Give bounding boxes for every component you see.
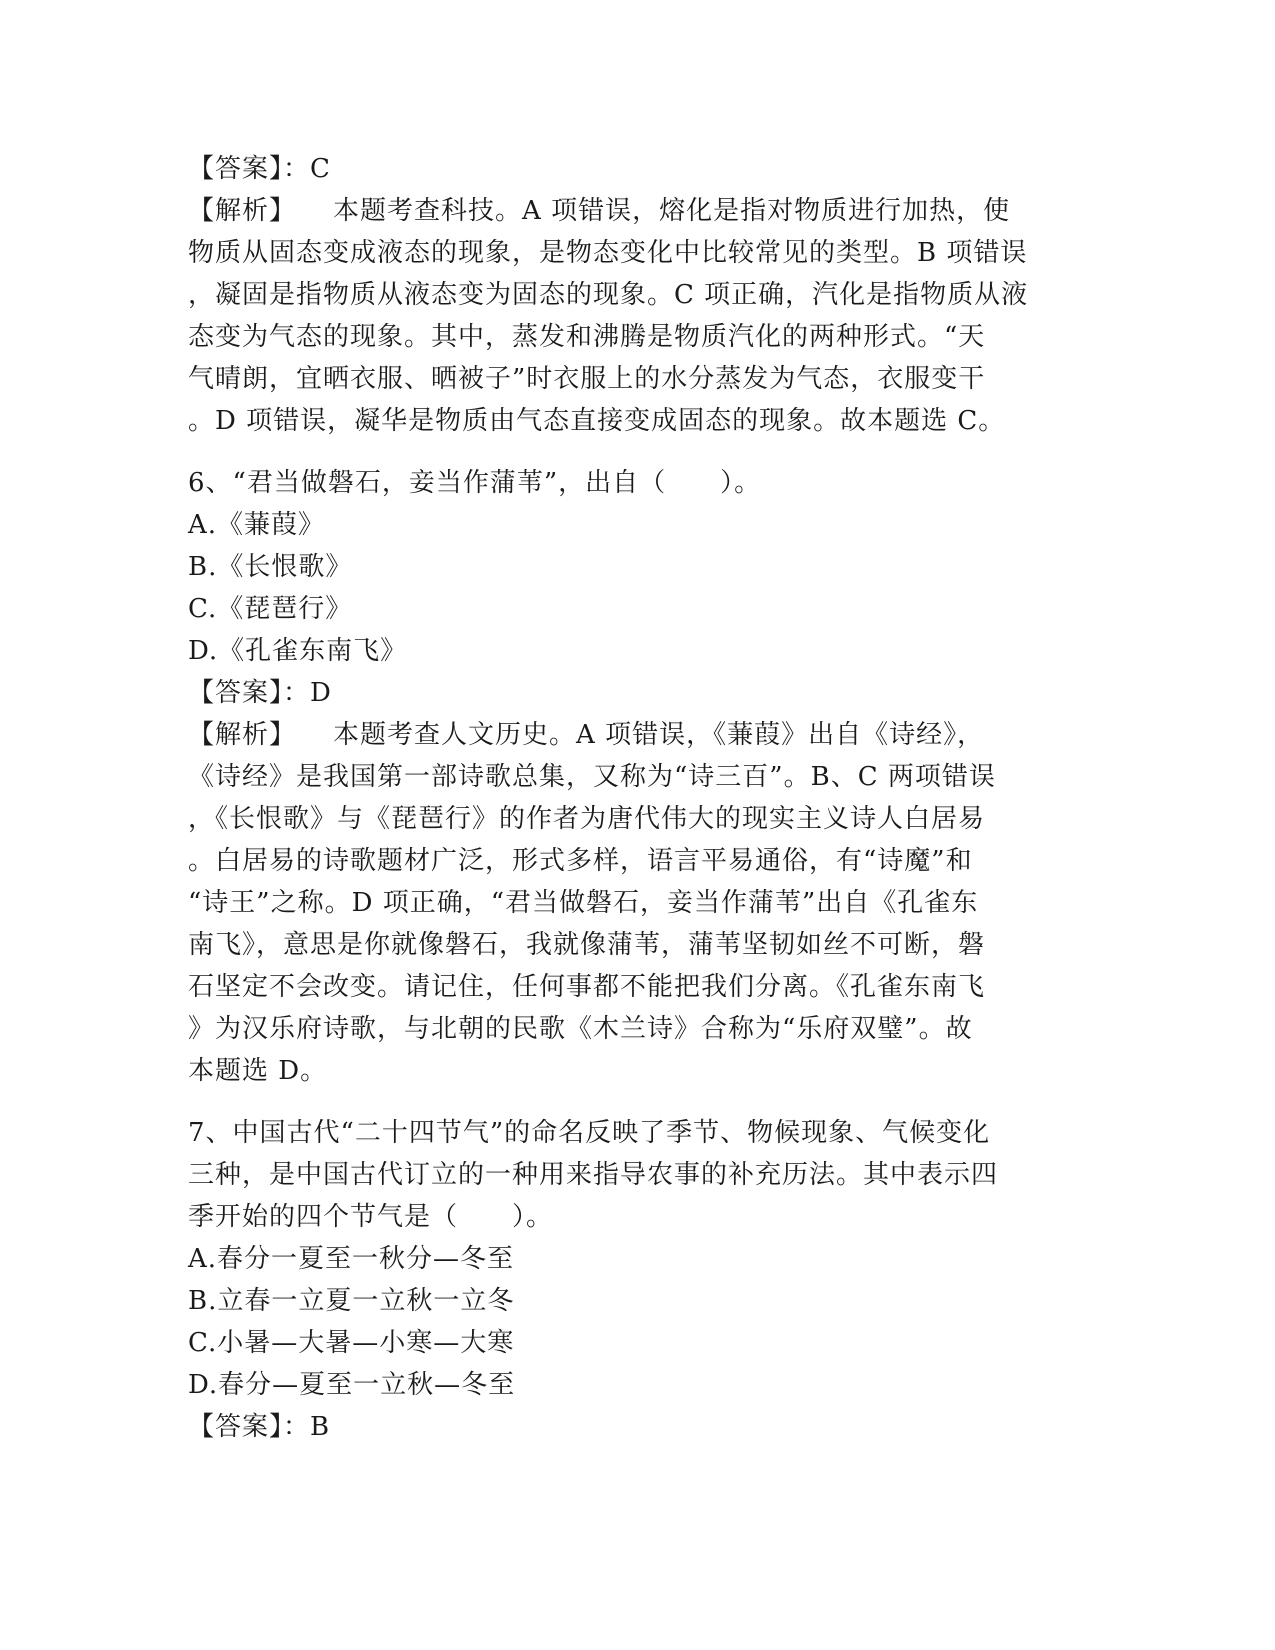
q6-option-a: A.《蒹葭》 <box>188 510 326 540</box>
q6-option-c: C.《琵琶行》 <box>188 594 353 624</box>
q7-option-b: B.立春一立夏一立秋一立冬 <box>188 1286 515 1316</box>
q5-analysis-line: 气晴朗，宜晒衣服、晒被子”时衣服上的水分蒸发为气态，衣服变干 <box>188 364 986 394</box>
q5-analysis-line: 态变为气态的现象。其中，蒸发和沸腾是物质汽化的两种形式。“天 <box>188 322 986 352</box>
q7-option-c: C.小暑—大暑—小寒—大寒 <box>188 1328 515 1358</box>
q6-analysis-line: 》为汉乐府诗歌，与北朝的民歌《木兰诗》合称为“乐府双璧”。故 <box>188 1014 973 1044</box>
q7-question-line: 三种，是中国古代订立的一种用来指导农事的补充历法。其中表示四 <box>188 1160 999 1190</box>
q6-analysis-line: 石坚定不会改变。请记住，任何事都不能把我们分离。《孔雀东南飞 <box>188 972 986 1002</box>
q6-analysis-line: ，《长恨歌》与《琵琶行》的作者为唐代伟大的现实主义诗人白居易 <box>188 804 986 834</box>
q7-question-line: 7、中国古代“二十四节气”的命名反映了季节、物候现象、气候变化 <box>188 1118 991 1148</box>
q6-analysis-line: 本题选 D。 <box>188 1056 328 1086</box>
q6-analysis-line: 。白居易的诗歌题材广泛，形式多样，语言平易通俗，有“诗魔”和 <box>188 846 973 876</box>
q6-question: 6、“君当做磐石，妾当作蒲苇”，出自（ ）。 <box>188 468 762 498</box>
q5-analysis-line: ，凝固是指物质从液态变为固态的现象。C 项正确，汽化是指物质从液 <box>188 280 1029 310</box>
q6-analysis-line: 【解析】 本题考查人文历史。A 项错误，《蒹葭》出自《诗经》， <box>188 720 985 750</box>
document-page <box>188 148 1088 1448</box>
q7-question-line: 季开始的四个节气是（ ）。 <box>188 1202 554 1232</box>
q6-answer: 【答案】：D <box>188 678 332 708</box>
q5-answer: 【答案】：C <box>188 154 331 184</box>
q7-option-a: A.春分一夏至一秋分—冬至 <box>188 1244 515 1274</box>
q6-option-b: B.《长恨歌》 <box>188 552 353 582</box>
q6-analysis-line: 南飞》，意思是你就像磐石，我就像蒲苇，蒲苇坚韧如丝不可断，磐 <box>188 930 986 960</box>
q7-answer: 【答案】：B <box>188 1412 331 1442</box>
q6-option-d: D.《孔雀东南飞》 <box>188 636 408 666</box>
q6-analysis-line: 《诗经》是我国第一部诗歌总集，又称为“诗三百”。B、C 两项错误 <box>188 762 996 792</box>
q5-analysis-line: 物质从固态变成液态的现象，是物态变化中比较常见的类型。B 项错误 <box>188 238 1028 268</box>
q7-option-d: D.春分—夏至一立秋—冬至 <box>188 1370 516 1400</box>
q6-analysis-line: “诗王”之称。D 项正确，“君当做磐石，妾当作蒲苇”出自《孔雀东 <box>188 888 979 918</box>
q5-analysis-line: 。D 项错误，凝华是物质由气态直接变成固态的现象。故本题选 C。 <box>188 406 1006 436</box>
q5-analysis-line: 【解析】 本题考查科技。A 项错误，熔化是指对物质进行加热，使 <box>188 196 1011 226</box>
